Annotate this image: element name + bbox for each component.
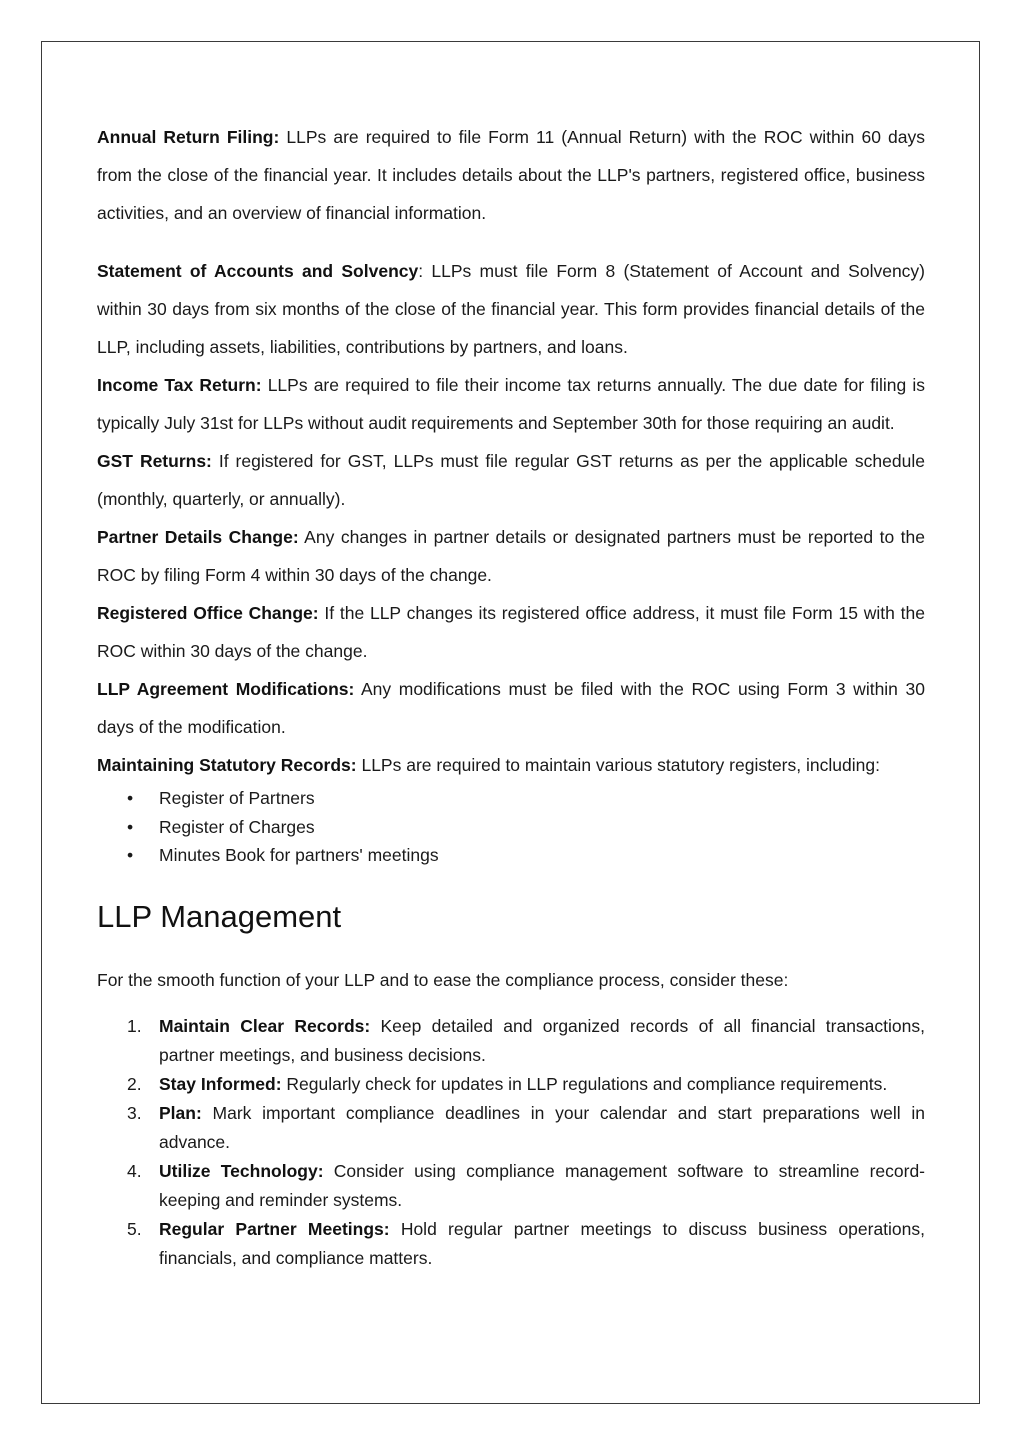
section-text: If the LLP changes its registered office address, it must file Form 15 with the ROC within 30 days of the change.	[97, 603, 925, 661]
section-text: LLPs are required to maintain various statutory registers, including:	[356, 755, 880, 775]
section-title: LLP Agreement Modifications:	[97, 679, 355, 699]
list-item	[97, 1070, 925, 1099]
section-text: LLPs are required to file their income tax returns annually. The due date for filing is typically July 31st for LLPs without audit requirements and September 30th for those requiring an audit.	[97, 375, 925, 433]
section-income-tax	[97, 366, 925, 442]
step-text: Hold regular partner meetings to discuss business operations, financials, and compliance matters.	[159, 1218, 925, 1268]
section-statutory-records	[97, 746, 925, 784]
step-title: Plan:	[159, 1102, 202, 1123]
list-item-text: Minutes Book for partners' meetings	[159, 845, 439, 865]
section-title: Income Tax Return:	[97, 375, 262, 395]
list-item	[97, 1215, 925, 1273]
step-text: Regularly check for updates in LLP regulations and compliance requirements.	[281, 1073, 888, 1094]
section-text: Any modifications must be filed with the ROC using Form 3 within 30 days of the modification.	[97, 679, 925, 737]
section-text: : LLPs must file Form 8 (Statement of Account and Solvency) within 30 days from six months of the close of the financial year. This form provides financial details of the LLP, including assets, liabilities, contributions by partners, and loans.	[97, 261, 925, 357]
section-text: LLPs are required to file Form 11 (Annual Return) with the ROC within 60 days from the close of the financial year. It includes details about the LLP's partners, registered office, business activities, and an overview of financial information.	[97, 127, 925, 223]
step-title: Stay Informed:	[159, 1073, 282, 1094]
list-item	[97, 784, 925, 813]
bullet-icon: •	[127, 845, 134, 865]
section-heading: LLP Management	[97, 898, 342, 934]
list-item-text: Register of Charges	[159, 816, 315, 837]
section-agreement-modifications	[97, 670, 925, 746]
section-text: If registered for GST, LLPs must file regular GST returns as per the applicable schedule (monthly, quarterly, or annually).	[97, 451, 925, 509]
section-title: Maintaining Statutory Records:	[97, 755, 357, 775]
management-steps-list	[97, 1012, 925, 1273]
list-item-text: Register of Partners	[159, 788, 315, 808]
list-number: 5.	[127, 1218, 142, 1239]
intro-text: For the smooth function of your LLP and to ease the compliance process, consider these:	[97, 969, 789, 990]
section-text: Any changes in partner details or designated partners must be reported to the ROC by filing Form 4 within 30 days of the change.	[97, 527, 925, 585]
document-body	[97, 118, 925, 1273]
section-annual-return	[97, 118, 925, 232]
section-title: Registered Office Change:	[97, 603, 319, 623]
section-registered-office	[97, 594, 925, 670]
section-title: Partner Details Change:	[97, 527, 299, 547]
bullet-icon: •	[127, 788, 134, 808]
section-partner-details	[97, 518, 925, 594]
step-title: Regular Partner Meetings:	[159, 1218, 390, 1239]
list-item	[97, 1099, 925, 1157]
step-text: Mark important compliance deadlines in your calendar and start preparations well in advance.	[159, 1102, 925, 1152]
list-number: 2.	[127, 1073, 142, 1094]
statutory-registers-list	[97, 784, 925, 870]
list-item	[97, 813, 925, 842]
step-text: Keep detailed and organized records of all financial transactions, partner meetings, and business decisions.	[159, 1015, 925, 1065]
section-title: Annual Return Filing:	[97, 127, 280, 147]
step-title: Maintain Clear Records:	[159, 1015, 371, 1036]
list-number: 1.	[127, 1015, 142, 1036]
section-gst-returns	[97, 442, 925, 518]
step-text: Consider using compliance management software to streamline record-keeping and reminder systems.	[159, 1160, 926, 1210]
list-item	[97, 1157, 925, 1215]
list-item	[97, 1012, 925, 1070]
section-title: GST Returns:	[97, 451, 212, 471]
section-statement-of-accounts	[97, 252, 925, 366]
list-item	[97, 841, 925, 870]
section-title: Statement of Accounts and Solvency	[97, 261, 419, 281]
step-title: Utilize Technology:	[159, 1160, 324, 1181]
bullet-icon: •	[127, 816, 134, 837]
list-number: 3.	[127, 1102, 142, 1123]
list-number: 4.	[127, 1160, 142, 1181]
